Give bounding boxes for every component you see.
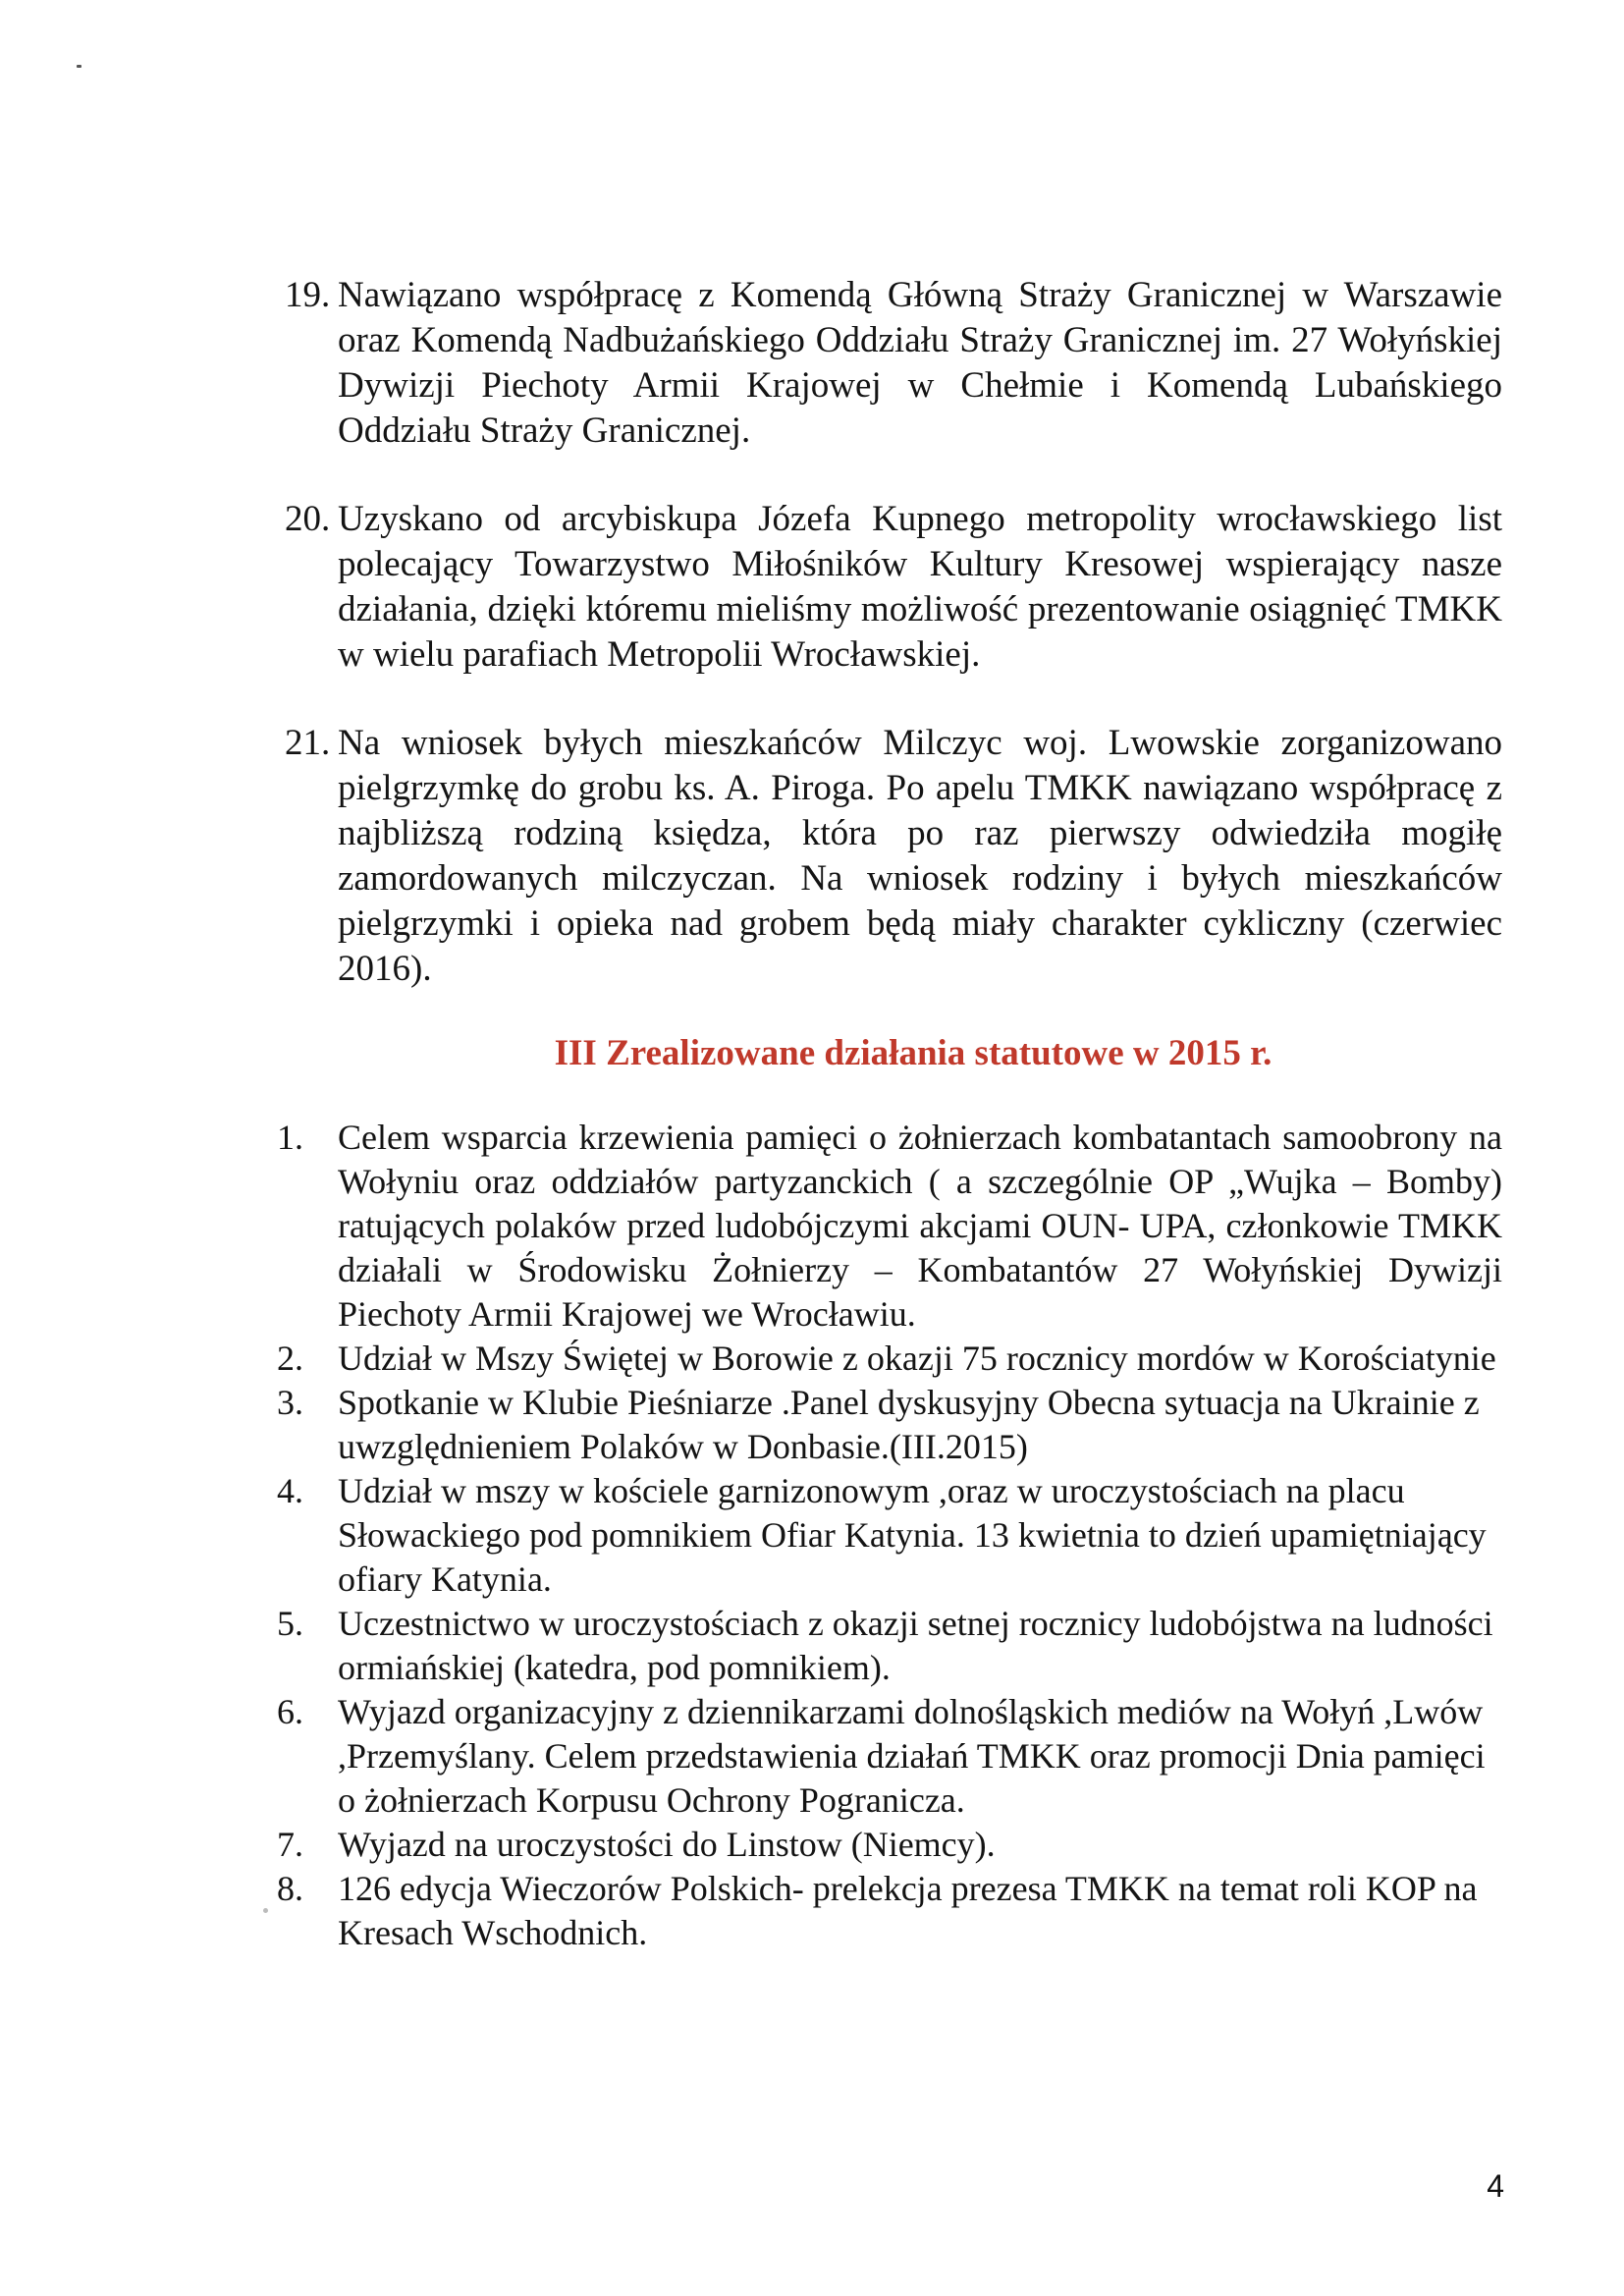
list-item (277, 1690, 1502, 1823)
scan-speck (263, 1908, 268, 1913)
list-item (277, 1867, 1502, 1955)
list-item (277, 1823, 1502, 1867)
list-item-number: 1. (277, 1118, 303, 1157)
list-item (277, 1381, 1502, 1469)
list-item-text: Wyjazd na uroczystości do Linstow (Niemcy). (338, 1825, 996, 1864)
numbered-paragraph-21 (285, 721, 1502, 992)
list-item (277, 1602, 1502, 1690)
paragraph-text: Nawiązano współpracę z Komendą Główną Straży Granicznej w Warszawie oraz Komendą Nadbużańskiego Oddziału Straży Granicznej im. 27 Wołyńskiej Dywizji Piechoty Armii Krajowej w Chełmie i Komendą Lubańskiego Oddziału Straży Granicznej. (338, 275, 1502, 451)
list-item-number: 6. (277, 1692, 303, 1731)
paragraph-number: 20. (285, 499, 331, 539)
list-item-text: Wyjazd organizacyjny z dziennikarzami dolnośląskich mediów na Wołyń ,Lwów ,Przemyślany. Celem przedstawienia działań TMKK oraz promocji Dnia pamięci o żołnierzach Korpusu Ochrony Pogranicza. (338, 1692, 1486, 1820)
list-item-number: 4. (277, 1471, 303, 1510)
list-item-number: 8. (277, 1869, 303, 1908)
list-item-text: 126 edycja Wieczorów Polskich- prelekcja prezesa TMKK na temat roli KOP na Kresach Wschodnich. (338, 1869, 1478, 1952)
paragraph-text: Uzyskano od arcybiskupa Józefa Kupnego metropolity wrocławskiego list polecający Towarzystwo Miłośników Kultury Kresowej wspierający nasze działania, dzięki któremu mieliśmy możliwość prezentowanie osiągnięć TMKK w wielu parafiach Metropolii Wrocławskiej. (338, 499, 1502, 675)
list-item-number: 3. (277, 1383, 303, 1422)
page-number: 4 (1487, 2168, 1504, 2204)
list-item-number: 5. (277, 1604, 303, 1643)
paragraph-number: 21. (285, 723, 331, 763)
list-item-text: Celem wsparcia krzewienia pamięci o żołnierzach kombatantach samoobrony na Wołyniu oraz oddziałów partyzanckich ( a szczególnie OP „Wujka – Bomby) ratujących polaków przed ludobójczymi akcjami OUN- UPA, członkowie TMKK działali w Środowisku Żołnierzy – Kombatantów 27 Wołyńskiej Dywizji Piechoty Armii Krajowej we Wrocławiu. (338, 1118, 1502, 1334)
numbered-paragraph-20 (285, 497, 1502, 678)
list-item-text: Uczestnictwo w uroczystościach z okazji setnej rocznicy ludobójstwa na ludności ormiańskiej (katedra, pod pomnikiem). (338, 1604, 1493, 1687)
list-item-text: Spotkanie w Klubie Pieśniarze .Panel dyskusyjny Obecna sytuacja na Ukrainie z uwzględnieniem Polaków w Donbasie.(III.2015) (338, 1383, 1480, 1466)
list-item (277, 1469, 1502, 1602)
numbered-paragraph-19 (285, 273, 1502, 454)
list-item (277, 1116, 1502, 1337)
list-item-text: Udział w mszy w kościele garnizonowym ,oraz w uroczystościach na placu Słowackiego pod pomnikiem Ofiar Katynia. 13 kwietnia to dzień upamiętniający ofiary Katynia. (338, 1471, 1487, 1599)
document-body (277, 273, 1502, 1955)
list-item (277, 1337, 1502, 1381)
list-item-number: 2. (277, 1339, 303, 1378)
list-item-text: Udział w Mszy Świętej w Borowie z okazji 75 rocznicy mordów w Korościatynie (338, 1339, 1496, 1378)
scan-speck (77, 65, 81, 68)
list-item-number: 7. (277, 1825, 303, 1864)
section-heading: III Zrealizowane działania statutowe w 2015 r. (554, 1033, 1272, 1073)
activities-list (277, 1116, 1502, 1955)
paragraph-text: Na wniosek byłych mieszkańców Milczyc woj. Lwowskie zorganizowano pielgrzymkę do grobu ks. A. Piroga. Po apelu TMKK nawiązano współpracę z najbliższą rodziną księdza, która po raz pierwszy odwiedziła mogiłę zamordowanych milczyczan. Na wniosek rodziny i byłych mieszkańców pielgrzymki i opieka nad grobem będą miały charakter cykliczny (czerwiec 2016). (338, 723, 1502, 989)
paragraph-number: 19. (285, 275, 331, 315)
